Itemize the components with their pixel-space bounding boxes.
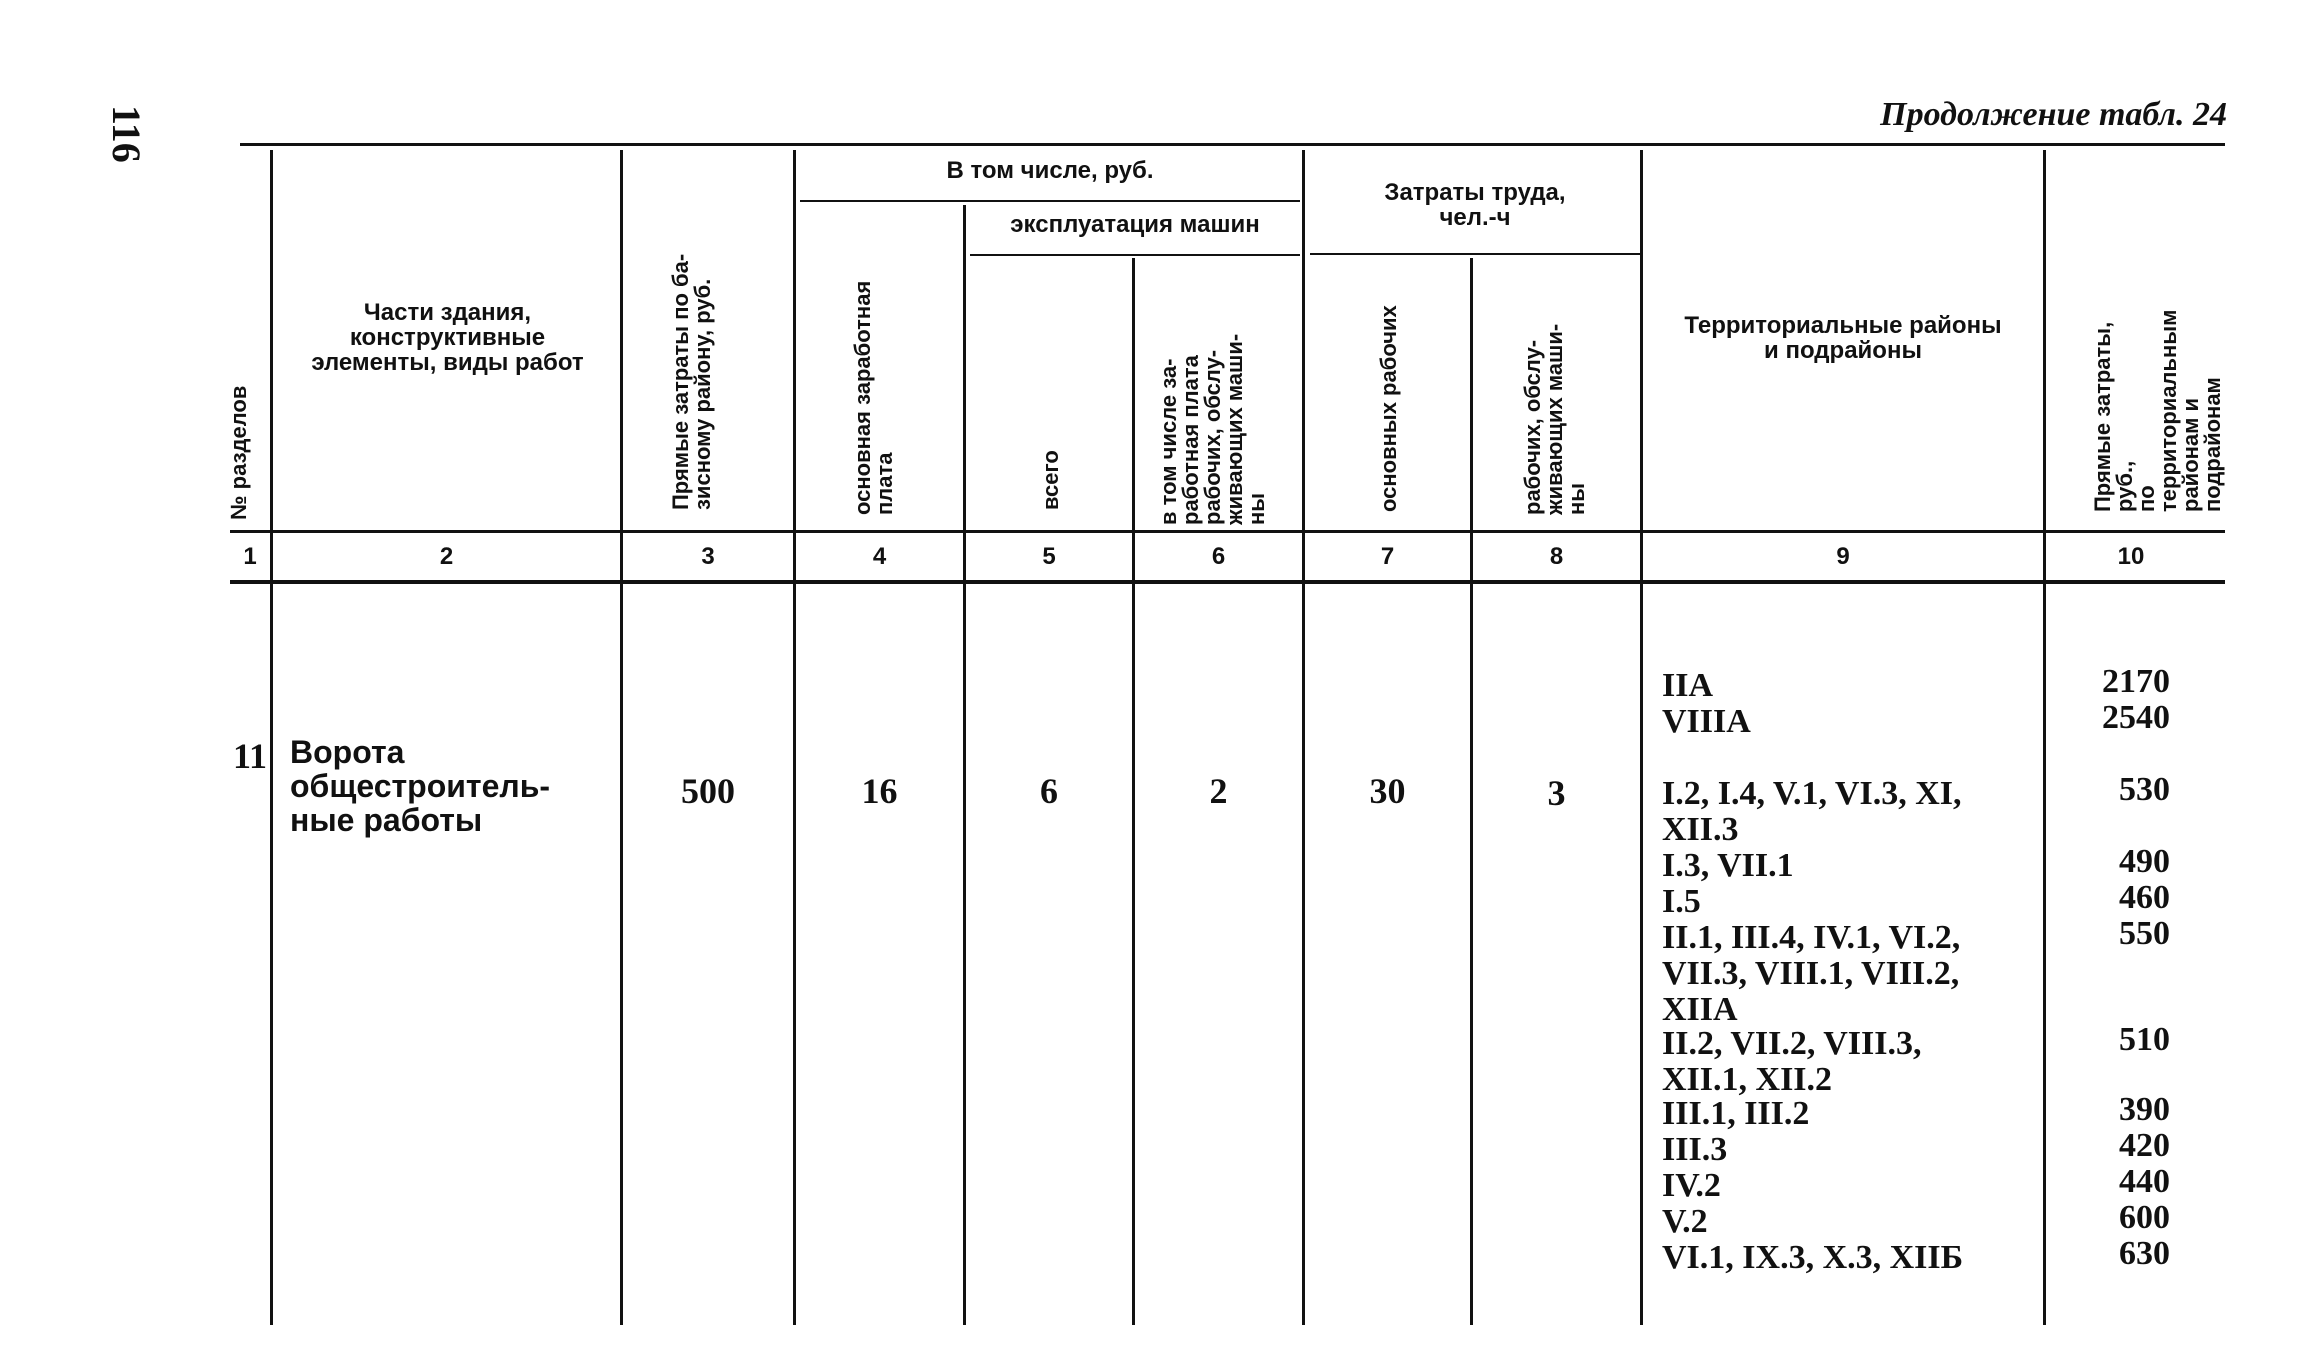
region-entry: IV.2: [1662, 1167, 1721, 1204]
header-direct-costs-base: Прямые затраты по ба- зисному району, руб.: [668, 253, 715, 510]
column-number: 4: [872, 543, 887, 570]
col-divider: [620, 150, 623, 1325]
region-price: 600: [2119, 1199, 2170, 1236]
column-number: 7: [1380, 543, 1395, 570]
region-price: 550: [2119, 915, 2170, 952]
region-entry: I.2, I.4, V.1, VI.3, XI, XII.3: [1662, 775, 1962, 848]
page-number: 116: [104, 105, 149, 163]
region-entry: III.1, III.2: [1662, 1095, 1810, 1132]
region-price: 440: [2119, 1163, 2170, 1200]
header-base-wage: основная заработная плата: [850, 280, 897, 515]
labor-machines-cell: 3: [1547, 773, 1566, 813]
region-entry: I.3, VII.1: [1662, 847, 1794, 884]
region-price: 530: [2119, 771, 2170, 808]
header-labor-main: основных рабочих: [1376, 305, 1401, 512]
group-rule-machines: [970, 254, 1300, 256]
region-price: 420: [2119, 1127, 2170, 1164]
header-machines-wage: в том числе за- работная плата рабочих, обслу- живающих маши- ны: [1156, 333, 1269, 525]
machines-total-cell: 6: [1040, 771, 1058, 811]
header-machines-total: всего: [1038, 450, 1063, 510]
column-number: 10: [2117, 543, 2145, 570]
header-including-group: В том числе, руб.: [946, 157, 1154, 184]
column-number: 5: [1042, 543, 1056, 570]
region-price: 390: [2119, 1091, 2170, 1128]
region-entry: III.3: [1662, 1131, 1728, 1168]
header-territorial-regions: Территориальные районы и подрайоны: [1684, 312, 2002, 364]
labor-main-cell: 30: [1369, 771, 1406, 811]
column-number: 9: [1836, 543, 1850, 570]
column-number: 3: [701, 543, 715, 570]
col-divider: [1640, 150, 1643, 1325]
base-wage-cell: 16: [861, 771, 898, 811]
col-divider: [2043, 150, 2046, 1325]
col-divider: [1302, 150, 1305, 1325]
region-price: 630: [2119, 1235, 2170, 1272]
region-entry: II.1, III.4, IV.1, VI.2, VII.3, VIII.1, VIII.2, XIIA: [1662, 919, 1961, 1028]
region-price: 2540: [2102, 699, 2170, 736]
region-entry: II.2, VII.2, VIII.3, XII.1, XII.2: [1662, 1025, 1922, 1098]
region-entry: V.2: [1662, 1203, 1708, 1240]
region-entry: VIIIA: [1662, 703, 1751, 740]
header-machines-group: эксплуатация машин: [1010, 211, 1260, 238]
col-divider: [793, 150, 796, 1325]
region-price: 490: [2119, 843, 2170, 880]
region-price: 2170: [2102, 663, 2170, 700]
header-labor-machines: рабочих, обслу- живающих маши- ны: [1520, 323, 1589, 515]
region-price: 460: [2119, 879, 2170, 916]
machines-wage-cell: 2: [1209, 771, 1228, 811]
header-direct-costs-regions: Прямые затраты, руб., по территориальным районам и подрайонам: [2090, 309, 2225, 512]
direct-cost-base-cell: 500: [681, 771, 735, 811]
header-section-number: № разделов: [226, 385, 251, 520]
top-rule: [240, 143, 2225, 146]
building-part-cell: Ворота общестроитель- ные работы: [290, 734, 551, 838]
header-building-parts: Части здания, конструктивные элементы, виды работ: [311, 299, 584, 376]
group-rule-including: [800, 200, 1300, 202]
col-divider: [963, 205, 966, 1325]
col-divider: [270, 150, 273, 1325]
column-number: 8: [1549, 543, 1564, 570]
column-number: 6: [1211, 543, 1226, 570]
column-number: 2: [439, 543, 454, 570]
region-entry: IIA: [1662, 667, 1714, 704]
header-bottom-rule: [230, 530, 2225, 533]
region-entry: VI.1, IX.3, X.3, XIIБ: [1662, 1239, 1964, 1276]
region-entry: I.5: [1662, 883, 1701, 920]
table-caption: Продолжение табл. 24: [1880, 96, 2227, 133]
region-price: 510: [2119, 1021, 2170, 1058]
body-top-rule: [230, 580, 2225, 584]
column-number: 1: [243, 543, 257, 570]
section-number-cell: 11: [232, 736, 267, 776]
group-rule-labor: [1310, 253, 1640, 255]
header-labor-group: Затраты труда, чел.-ч: [1384, 179, 1566, 231]
